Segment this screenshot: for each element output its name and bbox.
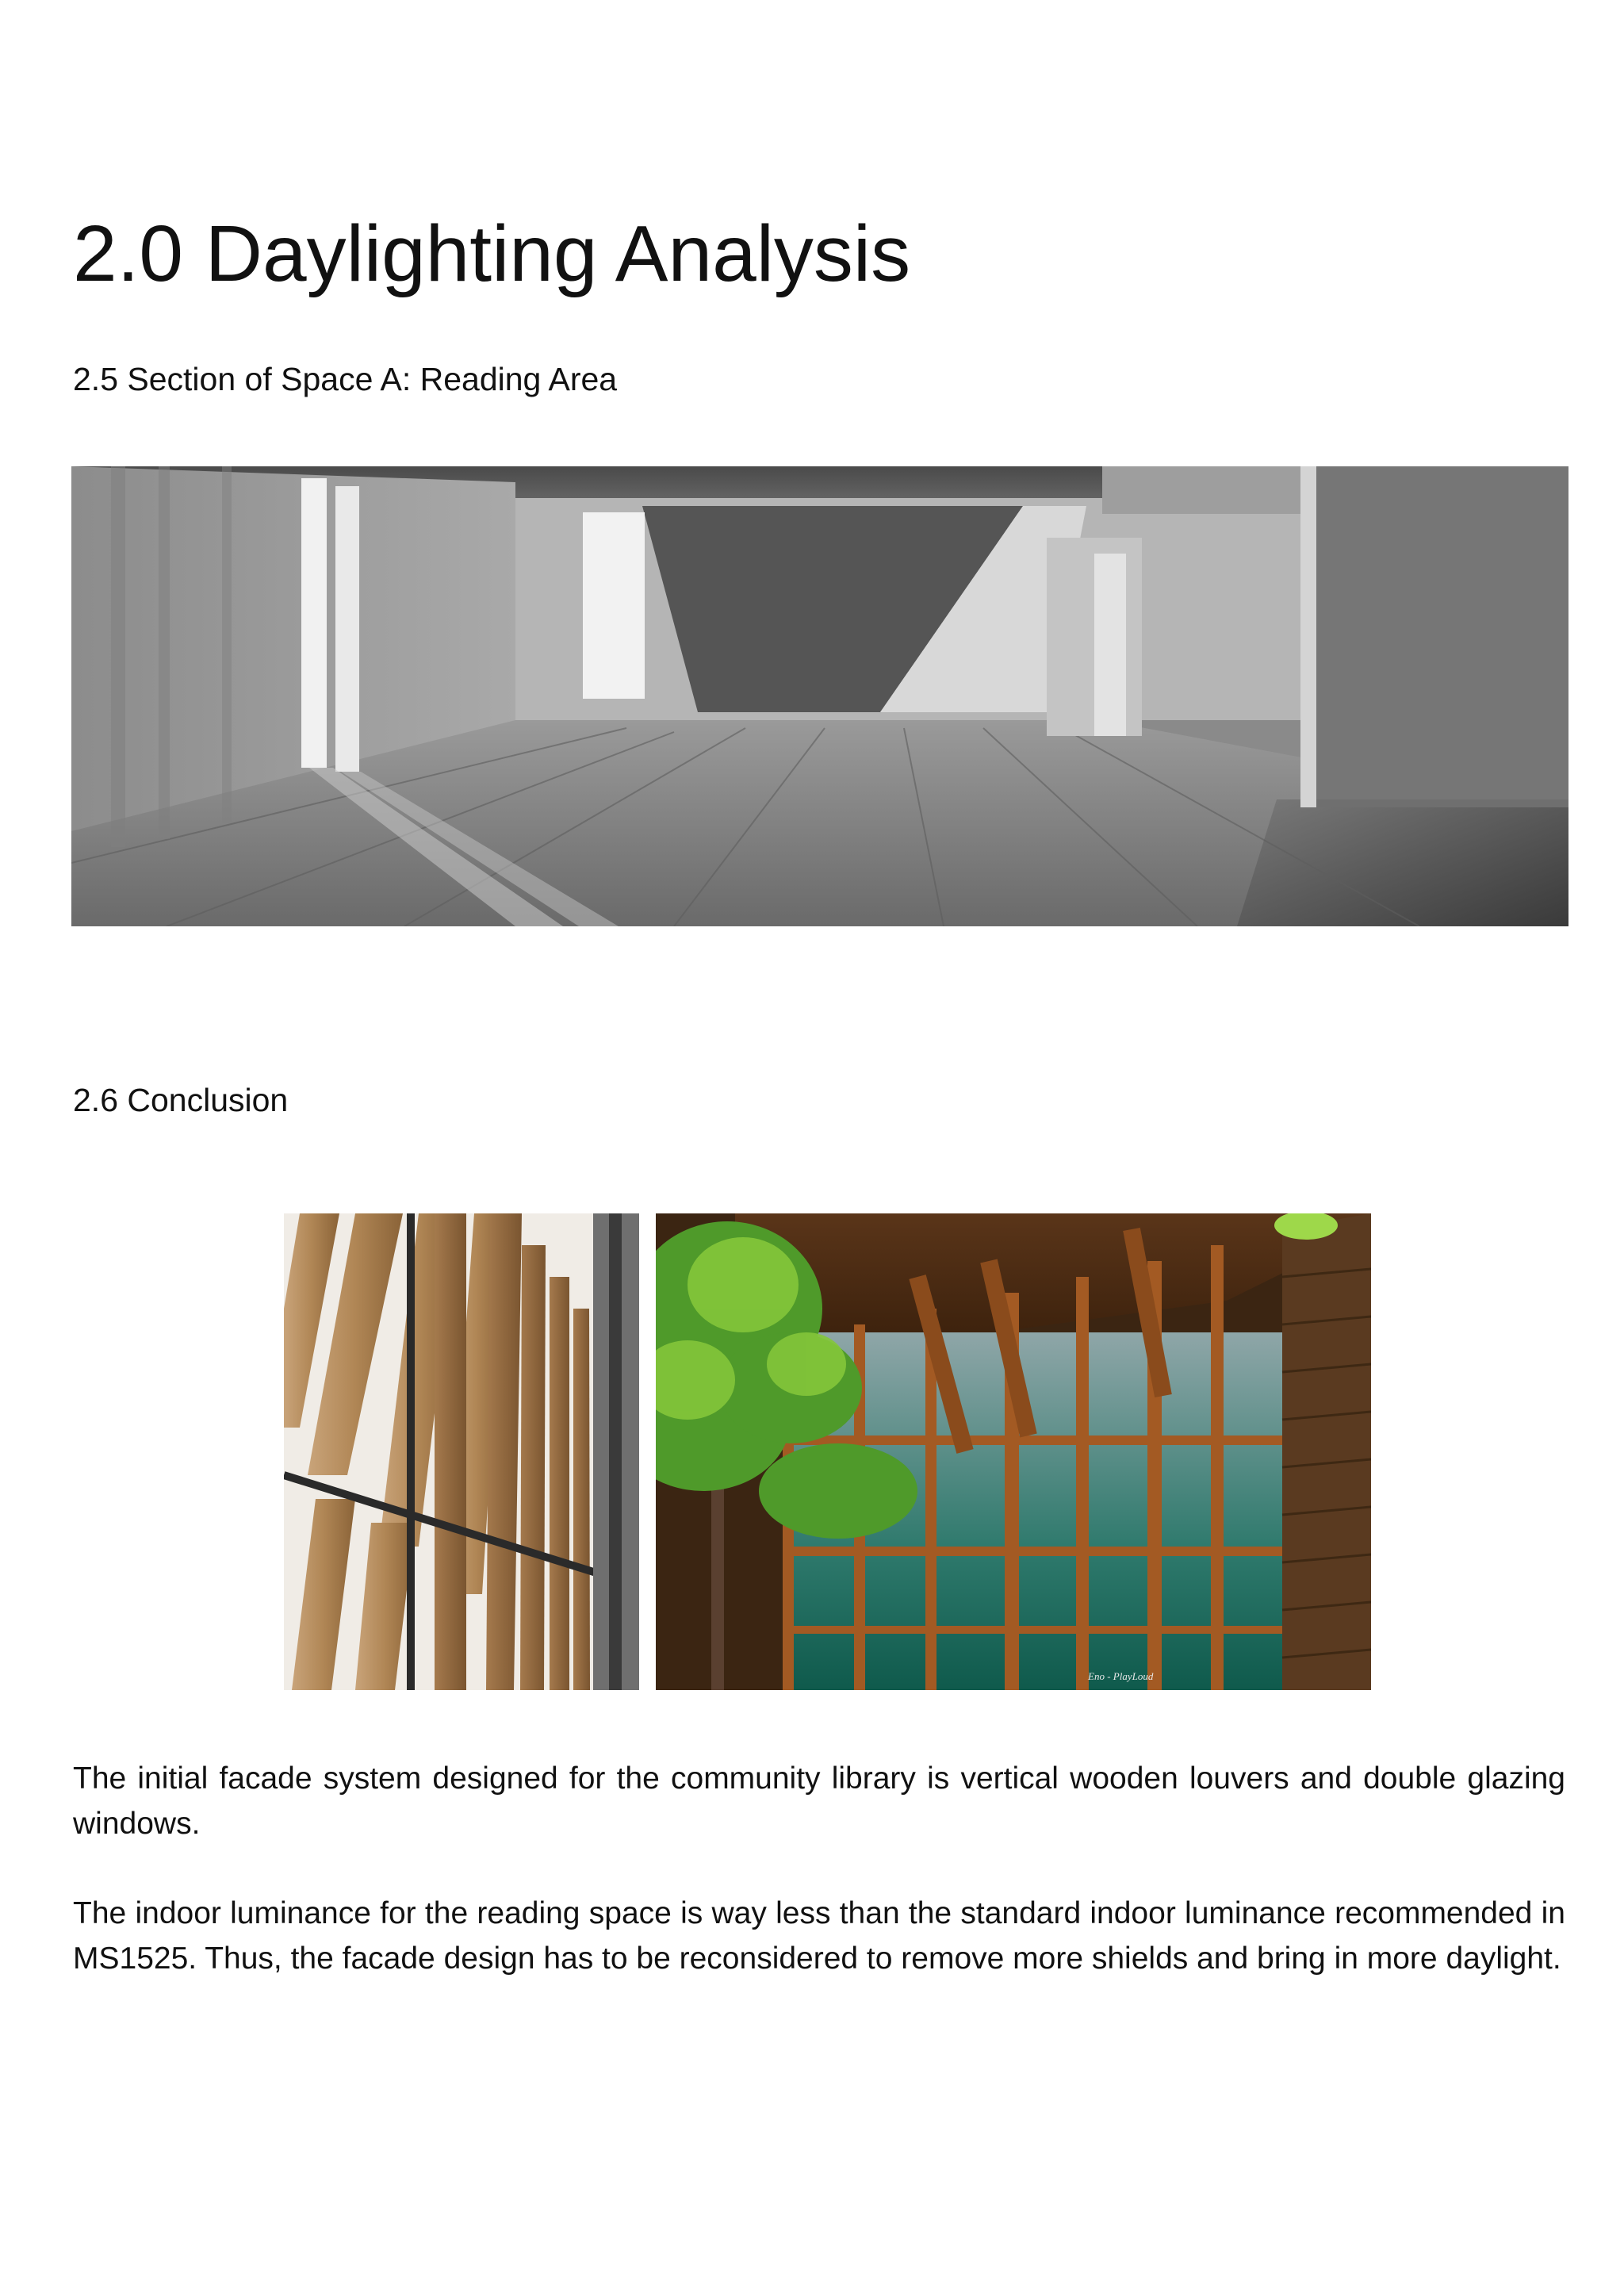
section-heading-space-a: 2.5 Section of Space A: Reading Area (73, 361, 618, 397)
wooden-louvers-photo (284, 1213, 639, 1690)
section-heading-conclusion: 2.6 Conclusion (73, 1082, 289, 1118)
conclusion-paragraph: The initial facade system designed for the community library is vertical wooden louvers and double glazing windows. (73, 1761, 1565, 1841)
library-facade-photo (656, 1213, 1371, 1690)
conclusion-paragraph: The indoor luminance for the reading space is way less than the standard indoor luminance recommended in MS1525. Thus, the facade design has to be reconsidered to remove more shields and bring in more daylight. (73, 1896, 1565, 1976)
daylight-render-image (71, 466, 1568, 926)
page-title: 2.0 Daylighting Analysis (73, 209, 911, 298)
photo-watermark: Eno - PlayLoud (1088, 1670, 1154, 1682)
